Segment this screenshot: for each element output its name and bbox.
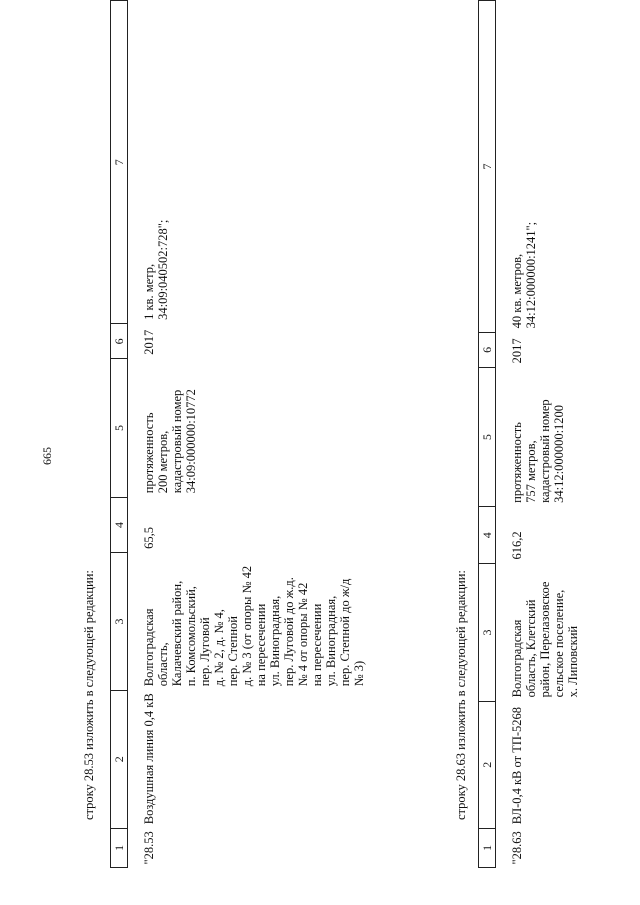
column-header-2: 2	[111, 690, 128, 828]
data-row	[128, 1, 473, 868]
location	[496, 564, 640, 702]
land-info-line: 34:09:040502:728";	[156, 219, 170, 320]
table-row-28-53	[110, 0, 472, 868]
location-line: ул. Виноградная,	[324, 595, 338, 687]
column-header-3: 3	[111, 553, 128, 690]
location-line: д. № 2, д. № 4,	[212, 609, 226, 687]
cost-value: 65,5	[142, 526, 156, 549]
object-name-line: Воздушная линия 0,4 кВ	[142, 693, 156, 825]
table-row-28-63	[478, 0, 640, 868]
column-header-3: 3	[479, 564, 496, 702]
characteristics	[128, 359, 473, 498]
characteristics-line: 200 метров,	[156, 430, 170, 494]
location-line: № 4 от опоры № 42	[296, 582, 310, 687]
location-line: Волгоградская	[510, 619, 524, 698]
location-line: район, Перелазовское	[538, 581, 552, 698]
column-header-6: 6	[479, 332, 496, 367]
row-number: "28.53	[142, 831, 156, 865]
column-header-5: 5	[479, 367, 496, 507]
location-line: пер. Степной до ж/д	[338, 578, 352, 687]
year: 2017	[142, 329, 156, 355]
column-header-7: 7	[111, 1, 128, 324]
year: 2017	[510, 338, 524, 364]
location-line: ул. Виноградная,	[268, 595, 282, 687]
data-row	[496, 1, 640, 868]
characteristics-line: 34:09:000000:10772	[184, 389, 198, 494]
location-line: № 3)	[352, 660, 366, 687]
page-number: 665	[40, 447, 54, 465]
location-line: пер. Луговой до ж.д.	[282, 577, 296, 687]
land-info	[128, 1, 473, 324]
location-line: пер. Степной	[226, 616, 240, 687]
section-intro-28-63: строку 28.63 изложить в следующей редакции:	[454, 570, 468, 820]
land-info-line: 40 кв. метров,	[510, 253, 524, 329]
column-header-7: 7	[479, 1, 496, 333]
column-header-6: 6	[111, 324, 128, 359]
location-line: х. Липовский	[566, 625, 580, 698]
location-line: д. № 3 (от опоры № 42	[240, 565, 254, 687]
characteristics-line: 34:12:000000:1200	[552, 404, 566, 503]
characteristics-line: кадастровый номер	[538, 399, 552, 503]
row-number: "28.63	[510, 831, 524, 865]
location	[128, 553, 473, 690]
location-line: Волгоградская	[142, 608, 156, 687]
cost-value: 616,2	[510, 531, 524, 560]
column-header-2: 2	[479, 701, 496, 828]
location-line: область, Клетский	[524, 599, 538, 698]
characteristics-line: 757 метров,	[524, 440, 538, 503]
location-line: п. Комсомольский,	[184, 586, 198, 687]
location-line: Калачевский район,	[170, 580, 184, 687]
location-line: пер. Луговой	[198, 617, 212, 687]
land-info-line: 1 кв. метр,	[142, 263, 156, 320]
land-info	[496, 1, 640, 333]
object-name	[128, 690, 473, 828]
section-intro-28-53: строку 28.53 изложить в следующей редакции:	[82, 570, 96, 820]
characteristics	[496, 367, 640, 507]
object-name-line: ВЛ-0,4 кВ от ТП-5268	[510, 706, 524, 825]
characteristics-line: протяженность	[510, 422, 524, 503]
location-line: сельское поселение,	[552, 589, 566, 698]
land-info-line: 34:12:000000:1241";	[524, 221, 538, 329]
column-header-5: 5	[111, 359, 128, 498]
location-line: на пересечении	[310, 603, 324, 687]
characteristics-line: кадастровый номер	[170, 389, 184, 494]
location-line: область,	[156, 642, 170, 687]
characteristics-line: протяженность	[142, 412, 156, 494]
column-header-4: 4	[479, 507, 496, 564]
column-header-1: 1	[111, 828, 128, 867]
column-header-4: 4	[111, 497, 128, 553]
column-header-row	[479, 1, 496, 868]
location-line: на пересечении	[254, 603, 268, 687]
column-header-1: 1	[479, 828, 496, 867]
object-name	[496, 701, 640, 828]
column-header-row	[111, 1, 128, 868]
